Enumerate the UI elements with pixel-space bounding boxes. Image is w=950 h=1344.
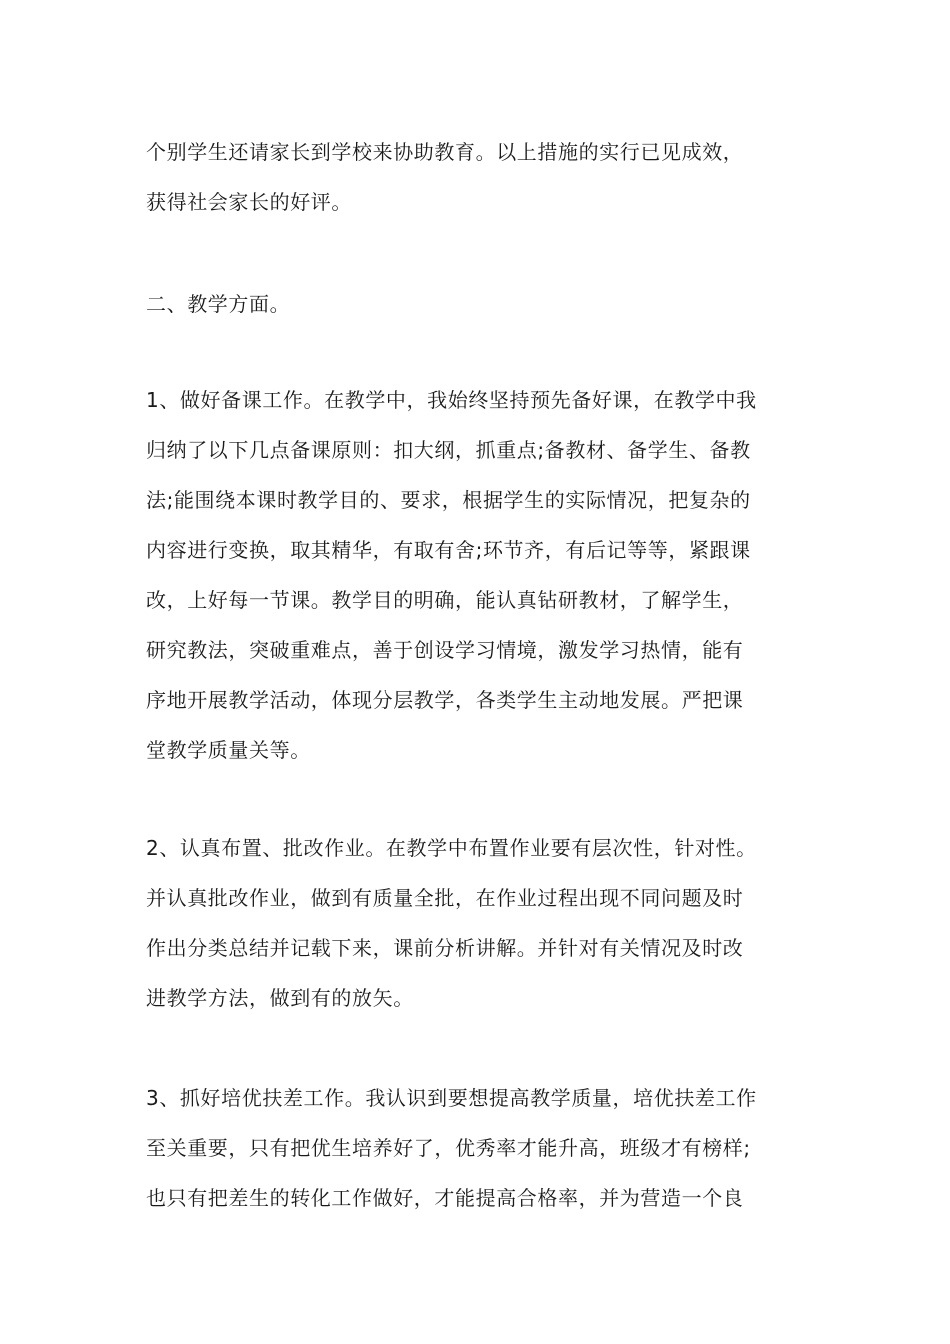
text-line: 堂教学质量关等。 (146, 738, 311, 762)
text-line: 研究教法，突破重难点，善于创设学习情境，激发学习热情，能有 (146, 638, 744, 662)
text-line: 法;能围绕本课时教学目的、要求，根据学生的实际情况，把复杂的 (146, 488, 751, 512)
text-line: 改，上好每一节课。教学目的明确，能认真钻研教材，了解学生， (146, 588, 744, 612)
text-line: 也只有把差生的转化工作做好，才能提高合格率，并为营造一个良 (146, 1186, 744, 1210)
text-line: 序地开展教学活动，体现分层教学，各类学生主动地发展。严把课 (146, 688, 744, 712)
text-line: 获得社会家长的好评。 (146, 190, 352, 214)
text-line: 进教学方法，做到有的放矢。 (146, 986, 414, 1010)
text-line: 个别学生还请家长到学校来协助教育。以上措施的实行已见成效， (146, 140, 744, 164)
section-heading: 二、教学方面。 (146, 292, 291, 316)
text-line: 至关重要，只有把优生培养好了，优秀率才能升高，班级才有榜样; (146, 1136, 751, 1160)
text-line: 1、做好备课工作。在教学中，我始终坚持预先备好课，在教学中我 (146, 388, 757, 412)
text-line: 2、认真布置、批改作业。在教学中布置作业要有层次性，针对性。 (146, 836, 757, 860)
text-line: 作出分类总结并记载下来，课前分析讲解。并针对有关情况及时改 (146, 936, 744, 960)
text-line: 并认真批改作业，做到有质量全批，在作业过程出现不同问题及时 (146, 886, 744, 910)
text-line: 内容进行变换，取其精华，有取有舍;环节齐，有后记等等，紧跟课 (146, 538, 751, 562)
text-line: 3、抓好培优扶差工作。我认识到要想提高教学质量，培优扶差工作 (146, 1086, 757, 1110)
text-line: 归纳了以下几点备课原则：扣大纲，抓重点;备教材、备学生、备教 (146, 438, 751, 462)
